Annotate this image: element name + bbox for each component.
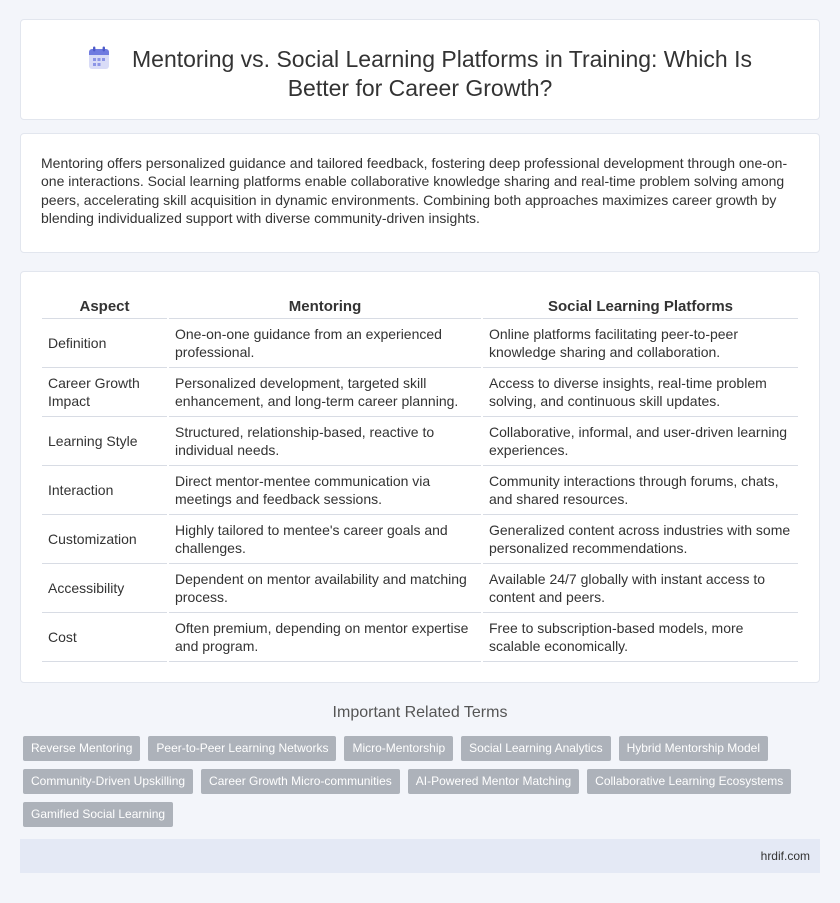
related-terms-heading: Important Related Terms [332,704,508,721]
intro-paragraph: Mentoring offers personalized guidance and tailored feedback, fostering deep professional development through one-on-one interactions. Social learning platforms enable collaborative knowledge sharing and real-time problem solving among peers, accelerating skill acquisition in dynamic environments. Combining both approaches maximizes career growth by blending individualized support with diverse community-driven insights. [41,155,788,227]
intro-card [20,133,820,253]
footer-site-link[interactable]: hrdif.com [760,849,810,863]
related-term-tag[interactable]: AI-Powered Mentor Matching [408,769,579,794]
related-term-tag[interactable]: Gamified Social Learning [23,802,173,827]
aspect-cell: Accessibility [42,563,168,612]
aspect-cell: Career Growth Impact [42,367,168,416]
mentoring-cell: One-on-one guidance from an experienced professional. [168,318,482,367]
social-learning-cell: Free to subscription-based models, more scalable economically. [482,612,798,661]
comparison-table [42,296,798,662]
table-row [42,367,798,416]
social-learning-cell: Collaborative, informal, and user-driven learning experiences. [482,416,798,465]
aspect-cell: Learning Style [42,416,168,465]
related-term-tag[interactable]: Community-Driven Upskilling [23,769,193,794]
mentoring-cell: Direct mentor-mentee communication via meetings and feedback sessions. [168,465,482,514]
aspect-cell: Cost [42,612,168,661]
related-term-tag[interactable]: Collaborative Learning Ecosystems [587,769,791,794]
related-term-tag[interactable]: Hybrid Mentorship Model [619,736,768,761]
aspect-cell: Definition [42,318,168,367]
comparison-card [20,271,820,683]
title-card [20,19,820,120]
table-header-row [42,296,798,318]
related-term-tag[interactable]: Career Growth Micro-communities [201,769,400,794]
related-terms-list [23,736,803,827]
related-term-tag[interactable]: Social Learning Analytics [461,736,610,761]
column-header-social-learning: Social Learning Platforms [482,296,798,318]
page-title [21,45,819,103]
related-term-tag[interactable]: Peer-to-Peer Learning Networks [148,736,336,761]
mentoring-cell: Personalized development, targeted skill enhancement, and long-term career planning. [168,367,482,416]
footer [20,839,820,873]
mentoring-cell: Often premium, depending on mentor expertise and program. [168,612,482,661]
related-term-tag[interactable]: Micro-Mentorship [344,736,453,761]
social-learning-cell: Community interactions through forums, chats, and shared resources. [482,465,798,514]
table-row [42,514,798,563]
column-header-mentoring: Mentoring [168,296,482,318]
mentoring-cell: Highly tailored to mentee's career goals and challenges. [168,514,482,563]
column-header-aspect: Aspect [42,296,168,318]
table-row [42,612,798,661]
social-learning-cell: Available 24/7 globally with instant access to content and peers. [482,563,798,612]
related-term-tag[interactable]: Reverse Mentoring [23,736,140,761]
social-learning-cell: Access to diverse insights, real-time problem solving, and continuous skill updates. [482,367,798,416]
table-row [42,318,798,367]
aspect-cell: Interaction [42,465,168,514]
aspect-cell: Customization [42,514,168,563]
title-text: Mentoring vs. Social Learning Platforms in Training: Which Is Better for Career Growth? [132,46,752,101]
calendar-icon [88,46,110,70]
social-learning-cell: Generalized content across industries with some personalized recommendations. [482,514,798,563]
table-row [42,563,798,612]
table-row [42,416,798,465]
table-row [42,465,798,514]
mentoring-cell: Dependent on mentor availability and matching process. [168,563,482,612]
social-learning-cell: Online platforms facilitating peer-to-peer knowledge sharing and collaboration. [482,318,798,367]
mentoring-cell: Structured, relationship-based, reactive to individual needs. [168,416,482,465]
